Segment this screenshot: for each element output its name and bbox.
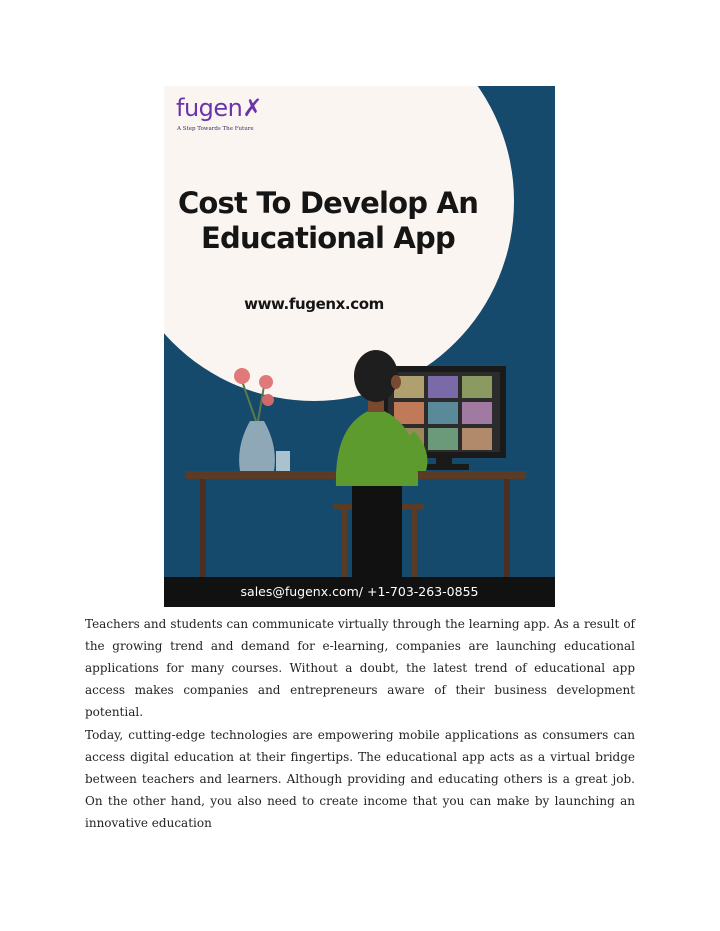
person-head — [354, 350, 398, 402]
poster-footer — [164, 577, 555, 607]
person-legs — [352, 481, 402, 577]
logo-figure-icon: ✗ — [242, 94, 262, 122]
paragraph-2: Today, cutting-edge technologies are empowering mobile applications as consumers can access digital education at their fingertips. The educational app acts as a virtual bridge between teachers and learners. Although providing and educating others is a great job. On the other hand, you also need to create income that you can make by launching an innovative education — [85, 728, 635, 830]
cover-illustration — [164, 86, 555, 607]
paragraph-1: Teachers and students can communicate virtually through the learning app. As a result of the growing trend and demand for e-learning, companies are launching educational applications for many courses. Without a doubt, the latest trend of educational app access makes companies and entrepreneurs aware of their business development potential. — [85, 617, 635, 719]
glass — [276, 451, 290, 471]
fugenx-logo: fugen✗ — [176, 94, 262, 122]
flower-2 — [259, 375, 273, 389]
flower-1 — [234, 368, 250, 384]
poster-url: www.fugenx.com — [244, 295, 384, 313]
desk-leg-left — [200, 479, 206, 579]
logo-tagline: A Step Towards The Future — [177, 126, 254, 132]
desk-leg-right — [504, 479, 510, 579]
cover-image — [164, 86, 555, 607]
poster-title: Cost To Develop An Educational App — [177, 186, 479, 255]
poster-contact: sales@fugenx.com/ +1-703-263-0855 — [240, 584, 479, 599]
vase — [239, 421, 275, 471]
flower-3 — [262, 394, 274, 406]
